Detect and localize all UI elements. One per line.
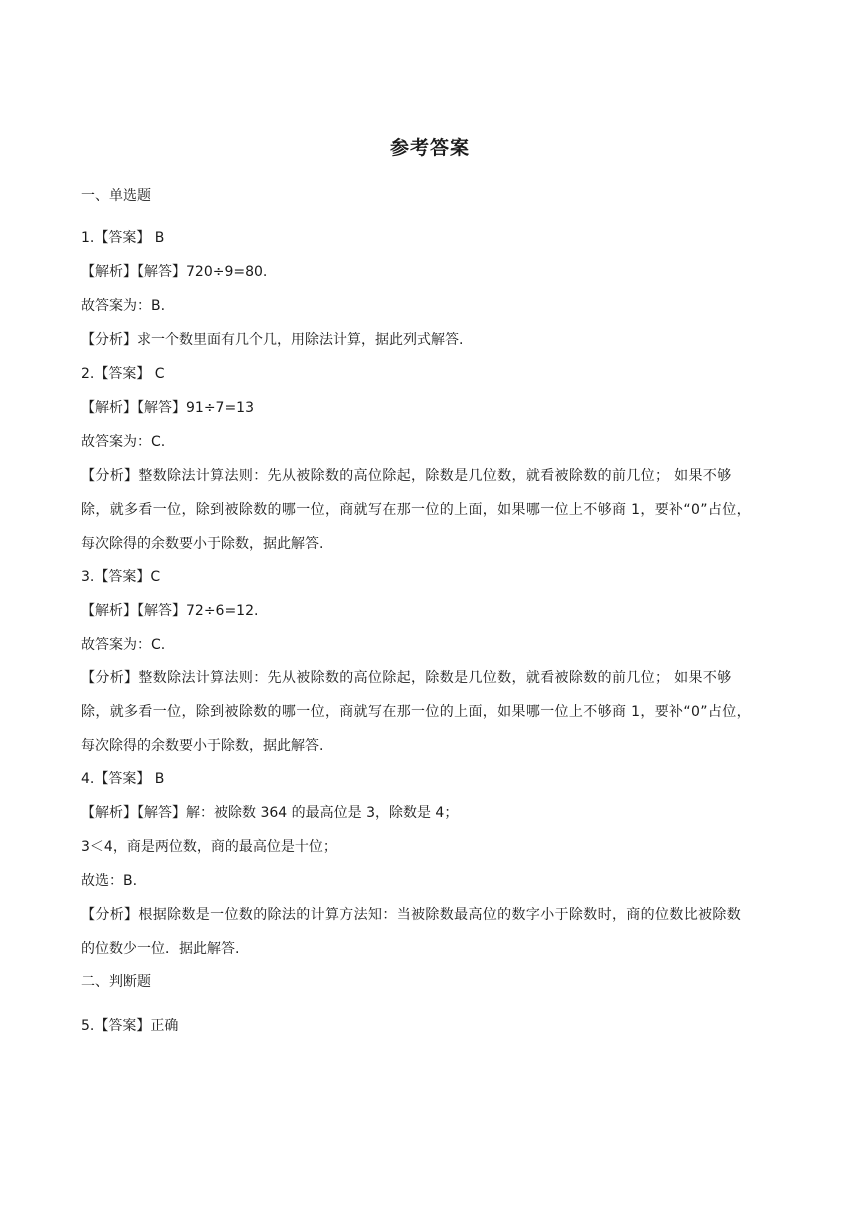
q3-analysis-line-1: 【分析】整数除法计算法则：先从被除数的高位除起，除数是几位数，就看被除数的前几位； 如果不够	[81, 670, 732, 686]
q2-analysis-line-3: 每次除得的余数要小于除数，据此解答.	[81, 536, 324, 552]
q4-explanation: 【解析】【解答】解：被除数 364 的最高位是 3，除数是 4；	[81, 805, 459, 821]
q3-analysis-line-3: 每次除得的余数要小于除数，据此解答.	[81, 738, 324, 754]
section-heading-true-false: 二、判断题	[81, 974, 151, 990]
q4-analysis-line-2: 的位数少一位．据此解答.	[81, 941, 240, 957]
q5-answer: 5.【答案】正确	[81, 1018, 179, 1034]
page-title: 参考答案	[389, 137, 470, 159]
q2-explanation: 【解析】【解答】91÷7=13	[81, 400, 254, 416]
q2-answer: 2.【答案】 C	[81, 366, 165, 382]
q3-conclusion: 故答案为：C.	[81, 637, 166, 653]
q3-answer: 3.【答案】C	[81, 569, 161, 585]
q4-conclusion: 故选：B.	[81, 873, 138, 889]
section-heading-single-choice: 一、单选题	[81, 188, 151, 204]
q4-analysis-line-1: 【分析】根据除数是一位数的除法的计算方法知：当被除数最高位的数字小于除数时，商的位数比被除数	[81, 907, 742, 923]
q2-analysis-line-2: 除，就多看一位，除到被除数的哪一位，商就写在那一位的上面，如果哪一位上不够商 1，要补“0”占位，	[81, 502, 751, 518]
q4-answer: 4.【答案】 B	[81, 771, 165, 787]
q2-conclusion: 故答案为：C.	[81, 434, 166, 450]
q1-analysis: 【分析】求一个数里面有几个几，用除法计算，据此列式解答.	[81, 332, 464, 348]
q1-explanation: 【解析】【解答】720÷9=80.	[81, 264, 268, 280]
q3-analysis-line-2: 除，就多看一位，除到被除数的哪一位，商就写在那一位的上面，如果哪一位上不够商 1，要补“0”占位，	[81, 704, 751, 720]
q2-analysis-line-1: 【分析】整数除法计算法则：先从被除数的高位除起，除数是几位数，就看被除数的前几位； 如果不够	[81, 468, 732, 484]
q1-conclusion: 故答案为：B.	[81, 298, 166, 314]
q4-step-2: 3＜4，商是两位数，商的最高位是十位；	[81, 839, 337, 855]
q1-answer: 1.【答案】 B	[81, 230, 165, 246]
q3-explanation: 【解析】【解答】72÷6=12.	[81, 603, 259, 619]
